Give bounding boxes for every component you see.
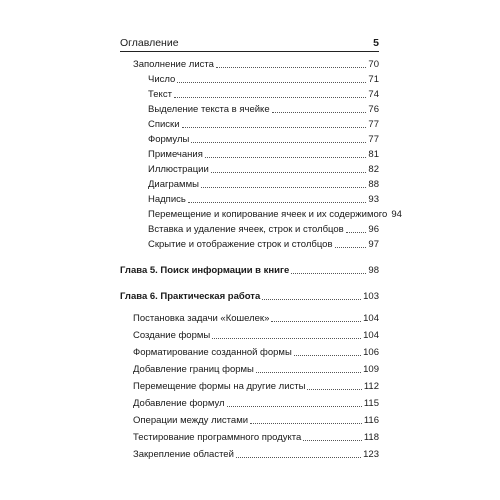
toc-entry-title: Тестирование программного продукта [133, 432, 302, 443]
toc-entry[interactable] [133, 313, 379, 325]
toc-entry-page: 96 [368, 224, 379, 235]
toc-entry-page: 77 [368, 134, 379, 145]
toc-entry-page: 104 [363, 313, 379, 324]
toc-entry-page: 97 [368, 239, 379, 250]
toc-entry-page: 104 [363, 330, 379, 341]
toc-entry-title: Глава 5. Поиск информации в книге [120, 265, 290, 276]
toc-entry-title: Иллюстрации [148, 164, 209, 175]
toc-entry-page: 76 [368, 104, 379, 115]
toc-leader [291, 273, 366, 274]
toc-entry-page: 103 [363, 291, 379, 302]
toc-leader [303, 440, 362, 441]
toc-leader [250, 423, 362, 424]
toc-entry-title: Операции между листами [133, 415, 249, 426]
toc-leader [262, 299, 361, 300]
toc-leader [271, 321, 361, 322]
toc-entry-page: 116 [363, 415, 379, 426]
toc-entry-title: Текст [148, 89, 172, 100]
toc-entry-page: 81 [368, 149, 379, 160]
toc-entry[interactable] [148, 194, 379, 206]
toc-leader [236, 457, 361, 458]
toc-leader [294, 355, 361, 356]
toc-entry[interactable] [148, 149, 379, 161]
header-title: Оглавление [120, 37, 179, 49]
toc-entry-page: 94 [391, 209, 402, 220]
toc-entry-title: Скрытие и отображение строк и столбцов [148, 239, 333, 250]
toc-entry-page: 109 [363, 364, 379, 375]
toc-entry-title: Создание формы [133, 330, 211, 341]
toc-entry-title: Заполнение листа [133, 59, 214, 70]
toc-entry[interactable] [148, 89, 379, 101]
toc-leader [205, 157, 367, 158]
toc-entry-title: Перемещение и копирование ячеек и их содержимого [148, 209, 388, 220]
toc-entry-page: 123 [363, 449, 379, 460]
toc-entry-title: Форматирование созданной формы [133, 347, 292, 358]
toc-entry[interactable] [148, 164, 379, 176]
toc-entry[interactable] [148, 239, 379, 251]
toc-entry[interactable] [148, 134, 379, 146]
toc-entry-page: 88 [368, 179, 379, 190]
toc-leader [177, 82, 366, 83]
toc-entry-title: Число [148, 74, 176, 85]
toc-chapter-5[interactable] [120, 265, 379, 277]
toc-leader [174, 97, 367, 98]
toc-entry-title: Формулы [148, 134, 190, 145]
toc-entry-page: 82 [368, 164, 379, 175]
toc-entry-title: Списки [148, 119, 180, 130]
toc-leader [216, 67, 367, 68]
toc-entry[interactable] [133, 330, 379, 342]
toc-entry[interactable] [133, 364, 379, 376]
toc-entry[interactable] [148, 74, 379, 86]
toc-leader [201, 187, 366, 188]
toc-chapter-6[interactable] [120, 291, 379, 303]
toc-leader [256, 372, 361, 373]
toc-entry-title: Диаграммы [148, 179, 199, 190]
toc-entry[interactable] [133, 381, 379, 393]
toc-entry[interactable] [148, 104, 379, 116]
running-header [120, 37, 379, 52]
toc-entry-title: Примечания [148, 149, 203, 160]
toc-entry[interactable] [148, 119, 379, 131]
toc-entry[interactable] [133, 59, 379, 71]
toc-entry[interactable] [133, 432, 379, 444]
toc-entry-page: 118 [363, 432, 379, 443]
toc-entry[interactable] [148, 179, 379, 191]
toc-entry-title: Добавление формул [133, 398, 225, 409]
toc-entry-title: Вставка и удаление ячеек, строк и столбцов [148, 224, 344, 235]
toc-entry-page: 71 [368, 74, 379, 85]
toc-entry-title: Добавление границ формы [133, 364, 254, 375]
toc-leader [191, 142, 366, 143]
toc-leader [188, 202, 367, 203]
toc-entry-title: Перемещение формы на другие листы [133, 381, 306, 392]
toc-leader [335, 247, 367, 248]
toc-leader [346, 232, 367, 233]
toc-leader [307, 389, 361, 390]
toc-entry-page: 115 [363, 398, 379, 409]
toc-entry[interactable] [148, 224, 379, 236]
toc-entry[interactable] [133, 347, 379, 359]
toc-entry-page: 106 [363, 347, 379, 358]
toc-entry-page: 112 [363, 381, 379, 392]
toc-entry[interactable] [148, 209, 402, 221]
toc-entry[interactable] [133, 449, 379, 461]
toc-entry-page: 70 [368, 59, 379, 70]
toc-entry-title: Надпись [148, 194, 186, 205]
toc-entry-page: 98 [368, 265, 379, 276]
toc-entry-page: 93 [368, 194, 379, 205]
toc-entry[interactable] [133, 415, 379, 427]
header-page-number: 5 [373, 37, 379, 49]
toc-entry-title: Глава 6. Практическая работа [120, 291, 261, 302]
toc-leader [212, 338, 361, 339]
toc-entry-page: 77 [368, 119, 379, 130]
toc-leader [211, 172, 367, 173]
toc-leader [272, 112, 367, 113]
toc-entry-title: Закрепление областей [133, 449, 234, 460]
toc-entry-title: Постановка задачи «Кошелек» [133, 313, 270, 324]
toc-leader [227, 406, 362, 407]
toc-entry[interactable] [133, 398, 379, 410]
toc-entry-page: 74 [368, 89, 379, 100]
toc-entry-title: Выделение текста в ячейке [148, 104, 270, 115]
toc-leader [182, 127, 367, 128]
